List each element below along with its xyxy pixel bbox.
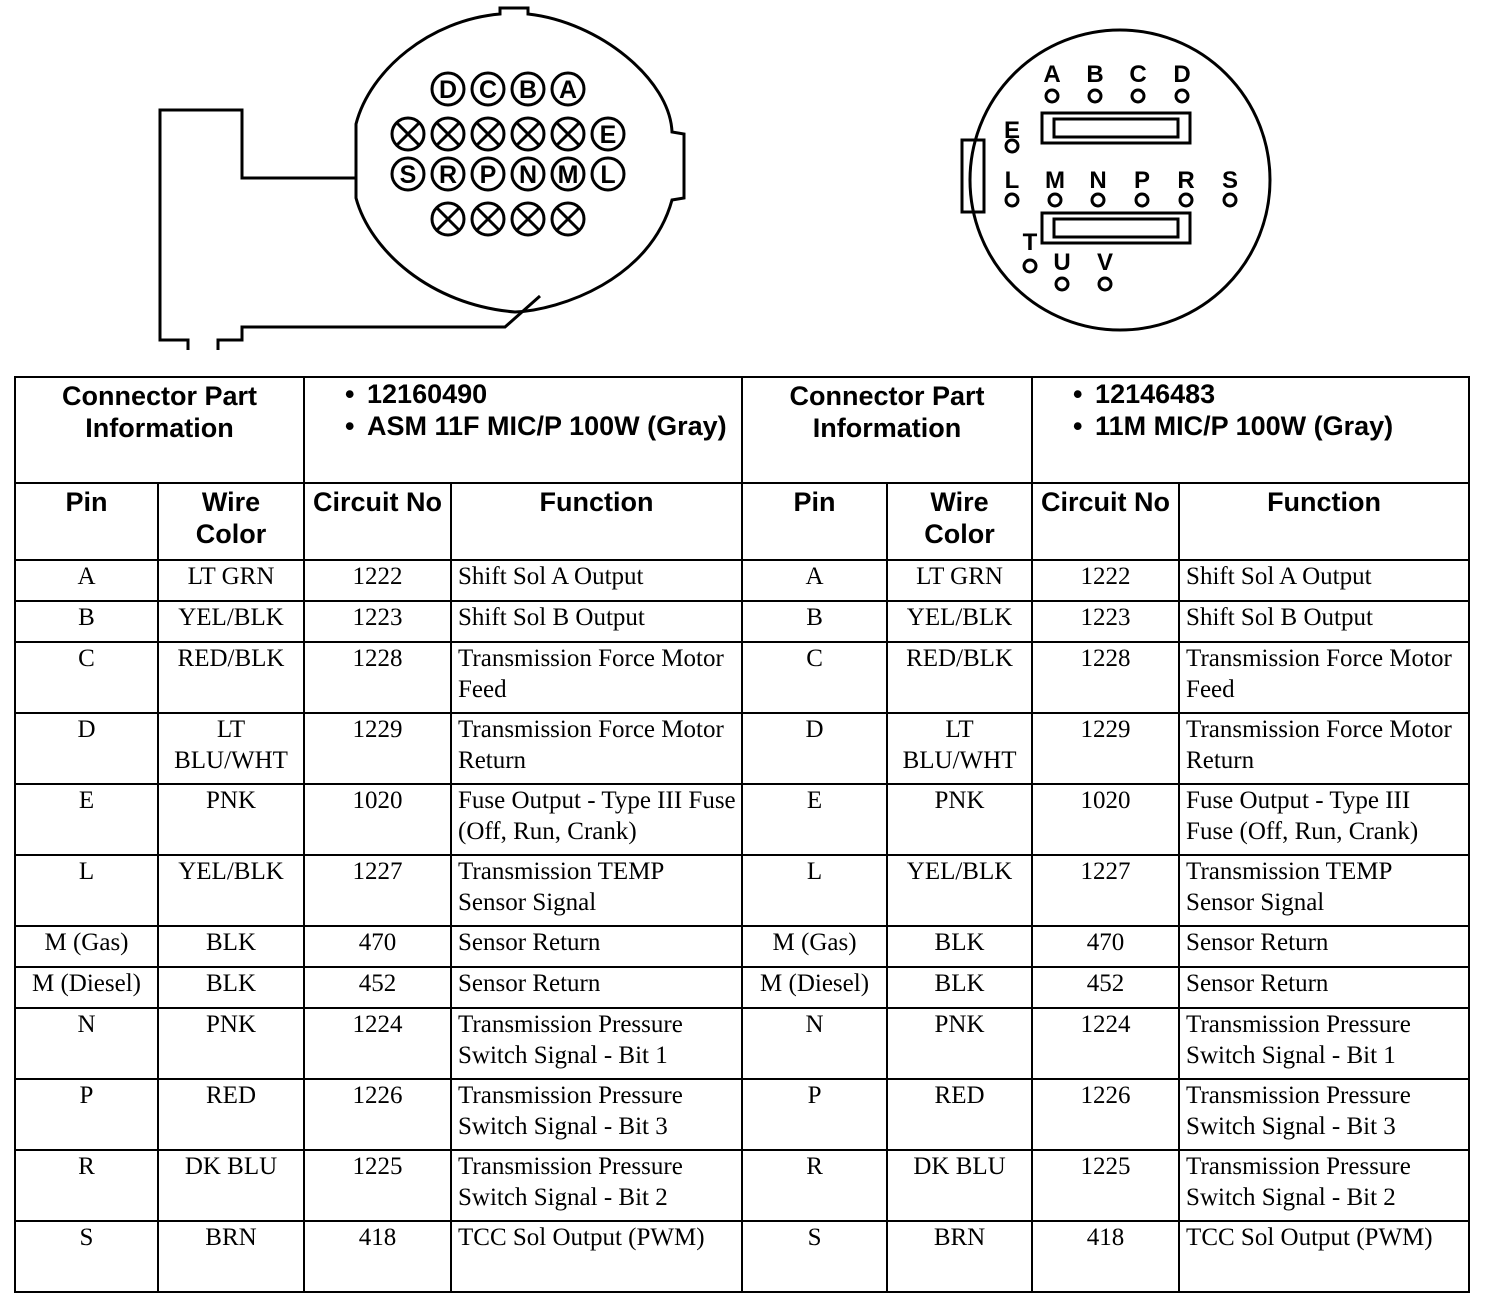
pin-label: C	[1129, 61, 1147, 88]
circuit-cell: 1227	[304, 855, 451, 926]
pin-cell: D	[15, 713, 158, 784]
pin-cavity	[512, 73, 544, 105]
wire-color-cell: RED	[887, 1079, 1032, 1150]
wire-color-cell: BLK	[158, 926, 304, 967]
circuit-cell: 1020	[1032, 784, 1179, 855]
pin-cavity	[1005, 167, 1020, 206]
pin-cell: R	[15, 1150, 158, 1221]
pin-label: P	[479, 161, 497, 189]
pin-cavity	[552, 158, 584, 190]
pin-cavity	[472, 73, 504, 105]
pin-cell: L	[15, 855, 158, 926]
circuit-cell: 1227	[1032, 855, 1179, 926]
circuit-cell: 470	[1032, 926, 1179, 967]
pin-cavity	[552, 73, 584, 105]
wire-color-cell: LT GRN	[887, 560, 1032, 601]
right-info-label: Connector Part Information	[742, 377, 1032, 483]
wire-color-cell: RED/BLK	[158, 642, 304, 713]
function-cell: Shift Sol B Output	[1179, 601, 1469, 642]
table-row	[15, 642, 1469, 713]
pin-label: A	[1043, 61, 1061, 88]
pin-label: U	[1053, 249, 1071, 276]
pin-cell: R	[742, 1150, 887, 1221]
wire-color-cell: LT BLU/WHT	[887, 713, 1032, 784]
plugged-cavity	[552, 118, 584, 150]
wire-color-cell: PNK	[158, 1008, 304, 1079]
function-cell: Transmission Pressure Switch Signal - Bit 1	[451, 1008, 742, 1079]
wire-color-cell: RED	[158, 1079, 304, 1150]
wire-color-cell: PNK	[887, 784, 1032, 855]
pin-cell: P	[742, 1079, 887, 1150]
table-row	[15, 560, 1469, 601]
circuit-cell: 1229	[1032, 713, 1179, 784]
pin-cell: A	[15, 560, 158, 601]
pin-cavity	[1177, 167, 1194, 206]
pin-cell: N	[15, 1008, 158, 1079]
pin-cavity	[1053, 249, 1070, 290]
circuit-cell: 1223	[1032, 601, 1179, 642]
function-cell: Fuse Output - Type III Fuse (Off, Run, Crank)	[451, 784, 742, 855]
wire-color-cell: YEL/BLK	[887, 855, 1032, 926]
wire-color-cell: YEL/BLK	[887, 601, 1032, 642]
function-cell: Transmission TEMP Sensor Signal	[1179, 855, 1469, 926]
plugged-cavity	[392, 118, 424, 150]
plugged-cavity	[432, 203, 464, 235]
pin-cavity	[1129, 61, 1146, 102]
wire-color-cell: PNK	[158, 784, 304, 855]
right-part-description: • 11M MIC/P 100W (Gray)	[1073, 410, 1463, 442]
circuit-cell: 452	[1032, 967, 1179, 1008]
function-cell: Sensor Return	[451, 926, 742, 967]
table-row	[15, 967, 1469, 1008]
plugged-cavity	[512, 118, 544, 150]
pin-cavity	[1043, 61, 1060, 102]
table-row	[15, 1079, 1469, 1150]
pin-cell: N	[742, 1008, 887, 1079]
pin-cavity	[592, 118, 624, 150]
pin-label: E	[599, 121, 617, 149]
circuit-cell: 1225	[1032, 1150, 1179, 1221]
left-part-number: • 12160490	[345, 378, 736, 410]
pin-cell: P	[15, 1079, 158, 1150]
pin-label: S	[399, 161, 417, 189]
function-cell: Sensor Return	[1179, 926, 1469, 967]
circuit-cell: 1226	[1032, 1079, 1179, 1150]
wire-color-cell: BLK	[158, 967, 304, 1008]
table-row	[15, 1150, 1469, 1221]
pin-cell: D	[742, 713, 887, 784]
circuit-cell: 1225	[304, 1150, 451, 1221]
pinout-table	[14, 376, 1470, 1293]
header-pin: Pin	[15, 483, 158, 560]
table-row	[15, 601, 1469, 642]
pin-label: B	[518, 76, 538, 104]
pin-cavity	[432, 73, 464, 105]
wire-color-cell: LT GRN	[158, 560, 304, 601]
pin-cell: B	[742, 601, 887, 642]
function-cell: TCC Sol Output (PWM)	[1179, 1221, 1469, 1292]
left-info-lines	[304, 377, 742, 483]
wire-color-cell: BRN	[158, 1221, 304, 1292]
function-cell: Shift Sol A Output	[1179, 560, 1469, 601]
pin-label: V	[1096, 249, 1114, 276]
pin-cell: M (Gas)	[15, 926, 158, 967]
plugged-cavity	[552, 203, 584, 235]
right-connector-pins	[1004, 61, 1238, 290]
pin-cavity	[1222, 167, 1238, 206]
pin-rows	[15, 560, 1469, 1292]
plugged-cavity	[512, 203, 544, 235]
function-cell: Transmission Force Motor Return	[1179, 713, 1469, 784]
info-row	[15, 377, 1469, 483]
pin-cavity	[592, 158, 624, 190]
function-cell: Sensor Return	[451, 967, 742, 1008]
pin-cell: L	[742, 855, 887, 926]
function-cell: Transmission Pressure Switch Signal - Bit 1	[1179, 1008, 1469, 1079]
header-pin: Pin	[742, 483, 887, 560]
function-cell: Transmission Pressure Switch Signal - Bit 2	[1179, 1150, 1469, 1221]
pin-cavity	[472, 158, 504, 190]
left-connector-cable-return	[218, 296, 540, 350]
pin-cavity	[1089, 167, 1106, 206]
pin-cell: S	[742, 1221, 887, 1292]
pin-cell: C	[742, 642, 887, 713]
circuit-cell: 470	[304, 926, 451, 967]
right-connector-slot-upper-inner	[1054, 119, 1178, 137]
pin-label: P	[1133, 167, 1151, 194]
function-cell: Shift Sol A Output	[451, 560, 742, 601]
table-row	[15, 784, 1469, 855]
pin-cavity	[1173, 61, 1190, 102]
wire-color-cell: DK BLU	[887, 1150, 1032, 1221]
pin-cavity	[1134, 167, 1150, 206]
table-row	[15, 1221, 1469, 1292]
function-cell: Transmission TEMP Sensor Signal	[451, 855, 742, 926]
pin-cell: M (Diesel)	[742, 967, 887, 1008]
pin-label: C	[478, 76, 498, 104]
pin-cell: M (Gas)	[742, 926, 887, 967]
right-connector-slot-lower-inner	[1054, 219, 1178, 237]
pin-cavity	[392, 158, 424, 190]
header-function: Function	[1179, 483, 1469, 560]
function-cell: Transmission Pressure Switch Signal - Bit 2	[451, 1150, 742, 1221]
table-row	[15, 713, 1469, 784]
header-wire-color: Wire Color	[887, 483, 1032, 560]
wire-color-cell: BLK	[887, 926, 1032, 967]
left-connector-cable	[160, 110, 356, 350]
pin-cell: C	[15, 642, 158, 713]
pin-cell: A	[742, 560, 887, 601]
header-wire-color: Wire Color	[158, 483, 304, 560]
pin-cavity	[1097, 249, 1113, 290]
circuit-cell: 452	[304, 967, 451, 1008]
plugged-cavity	[472, 203, 504, 235]
header-function: Function	[451, 483, 742, 560]
pin-cell: B	[15, 601, 158, 642]
circuit-cell: 1224	[1032, 1008, 1179, 1079]
pin-cell: M (Diesel)	[15, 967, 158, 1008]
function-cell: Shift Sol B Output	[451, 601, 742, 642]
connector-diagrams	[0, 0, 1488, 376]
function-cell: Transmission Force Motor Feed	[451, 642, 742, 713]
wire-color-cell: YEL/BLK	[158, 855, 304, 926]
wire-color-cell: BRN	[887, 1221, 1032, 1292]
wire-color-cell: PNK	[887, 1008, 1032, 1079]
left-info-label: Connector Part Information	[15, 377, 304, 483]
wire-color-cell: LT BLU/WHT	[158, 713, 304, 784]
wire-color-cell: BLK	[887, 967, 1032, 1008]
circuit-cell: 418	[304, 1221, 451, 1292]
circuit-cell: 1222	[1032, 560, 1179, 601]
table-row	[15, 855, 1469, 926]
wire-color-cell: DK BLU	[158, 1150, 304, 1221]
plugged-cavity	[472, 118, 504, 150]
pin-label: D	[1173, 61, 1191, 88]
circuit-cell: 1229	[304, 713, 451, 784]
pin-cell: E	[742, 784, 887, 855]
pin-label: E	[1003, 117, 1021, 144]
pin-label: L	[600, 161, 616, 189]
column-header-row	[15, 483, 1469, 560]
right-part-number: • 12146483	[1073, 378, 1463, 410]
left-connector-pins	[392, 73, 624, 235]
pin-label: L	[1004, 167, 1020, 194]
circuit-cell: 418	[1032, 1221, 1179, 1292]
function-cell: TCC Sol Output (PWM)	[451, 1221, 742, 1292]
pin-label: A	[558, 76, 578, 104]
pin-cavity	[1045, 167, 1065, 206]
function-cell: Sensor Return	[1179, 967, 1469, 1008]
pin-label: S	[1221, 167, 1239, 194]
circuit-cell: 1222	[304, 560, 451, 601]
function-cell: Transmission Force Motor Feed	[1179, 642, 1469, 713]
function-cell: Transmission Pressure Switch Signal - Bit 3	[1179, 1079, 1469, 1150]
plugged-cavity	[432, 118, 464, 150]
pin-cavity	[1004, 117, 1020, 152]
pin-cavity	[1023, 229, 1038, 272]
pin-label: M	[557, 161, 579, 189]
function-cell: Transmission Force Motor Return	[451, 713, 742, 784]
pin-label: B	[1086, 61, 1104, 88]
circuit-cell: 1020	[304, 784, 451, 855]
pin-label: R	[1177, 167, 1195, 194]
circuit-cell: 1223	[304, 601, 451, 642]
circuit-cell: 1226	[304, 1079, 451, 1150]
function-cell: Fuse Output - Type III Fuse (Off, Run, Crank)	[1179, 784, 1469, 855]
pin-cavity	[512, 158, 544, 190]
circuit-cell: 1228	[1032, 642, 1179, 713]
pin-cell: E	[15, 784, 158, 855]
pin-label: T	[1022, 229, 1038, 256]
right-info-lines	[1032, 377, 1469, 483]
left-part-description: • ASM 11F MIC/P 100W (Gray)	[345, 410, 736, 442]
pin-label: M	[1045, 167, 1065, 194]
wire-color-cell: RED/BLK	[887, 642, 1032, 713]
wire-color-cell: YEL/BLK	[158, 601, 304, 642]
pin-label: N	[518, 161, 538, 189]
pin-label: R	[438, 161, 458, 189]
pin-cell: S	[15, 1221, 158, 1292]
table-row	[15, 926, 1469, 967]
circuit-cell: 1228	[304, 642, 451, 713]
header-circuit-no: Circuit No	[1032, 483, 1179, 560]
pin-label: D	[438, 76, 458, 104]
header-circuit-no: Circuit No	[304, 483, 451, 560]
pin-cavity	[432, 158, 464, 190]
function-cell: Transmission Pressure Switch Signal - Bit 3	[451, 1079, 742, 1150]
pin-cavity	[1086, 61, 1103, 102]
table-row	[15, 1008, 1469, 1079]
pin-label: N	[1089, 167, 1107, 194]
circuit-cell: 1224	[304, 1008, 451, 1079]
